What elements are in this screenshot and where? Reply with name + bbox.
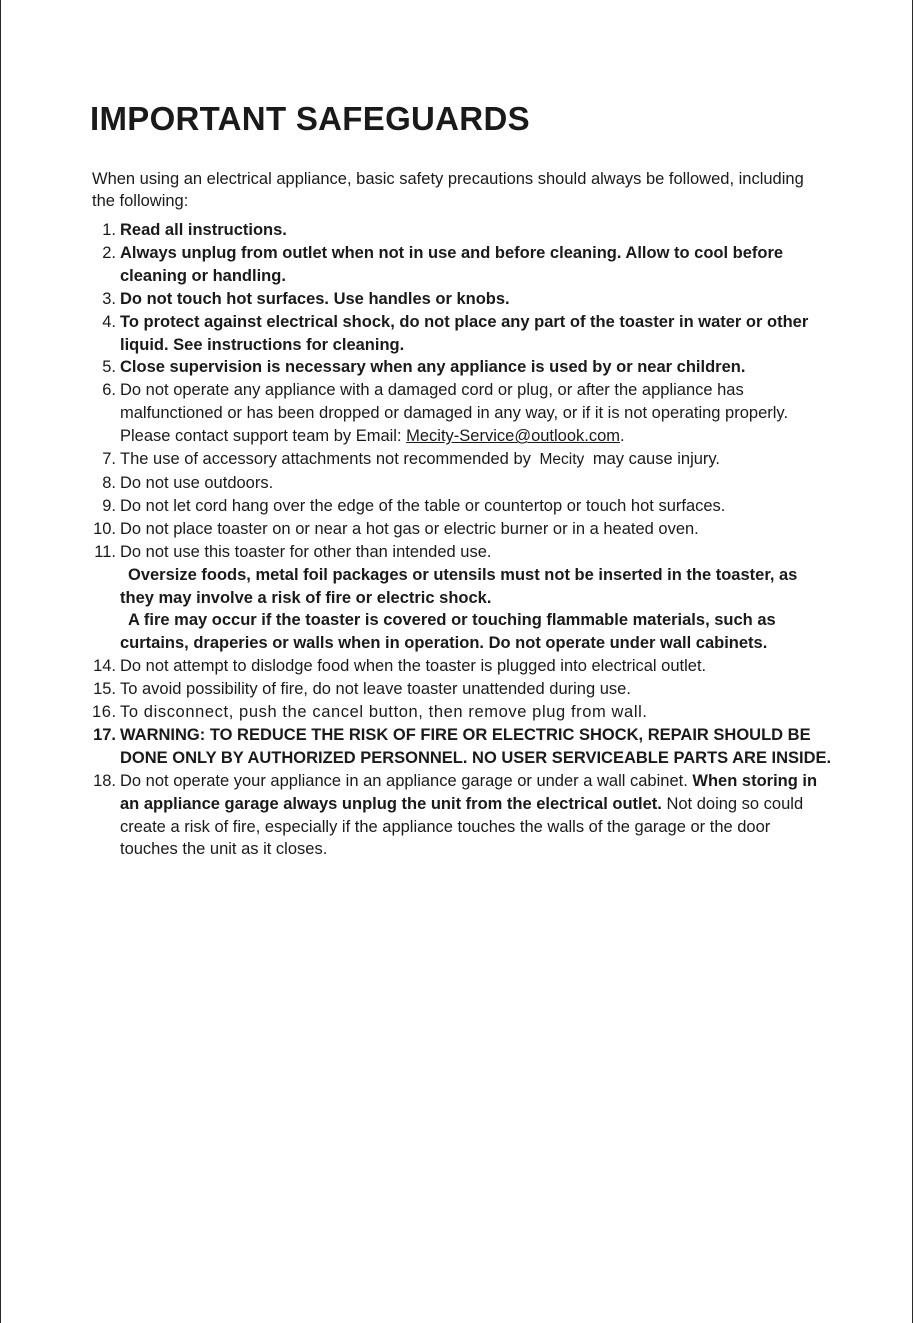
item-number: 11. — [94, 542, 116, 561]
item-number: 16. — [92, 703, 117, 722]
list-item — [92, 356, 832, 379]
item-number: 8. — [102, 473, 116, 492]
list-item — [92, 724, 832, 770]
list-item — [92, 311, 832, 357]
list-item — [92, 379, 832, 448]
item-text-tail: . — [620, 427, 625, 446]
list-item — [92, 541, 832, 564]
item-number: 14. — [93, 657, 116, 676]
item-text: Always unplug from outlet when not in use and before cleaning. Allow to cool before cleaning or handling. — [120, 243, 784, 285]
list-item — [92, 701, 832, 724]
list-item — [92, 678, 832, 701]
item-text: Do not let cord hang over the edge of the table or countertop or touch hot surfaces. — [120, 496, 726, 515]
note-text: A fire may occur if the toaster is covered or touching flammable materials, such as curtains, draperies or walls when in operation. Do not operate under wall cabinets. — [120, 611, 776, 653]
item-text: Close supervision is necessary when any appliance is used by or near children. — [120, 358, 746, 377]
list-item — [92, 472, 832, 495]
warning-text: WARNING: TO REDUCE THE RISK OF FIRE OR ELECTRIC SHOCK, REPAIR SHOULD BE DONE ONLY BY AUTHORIZED PERSONNEL. NO USER SERVICEABLE PARTS ARE INSIDE. — [120, 725, 832, 767]
item-text: The use of accessory attachments not recommended by — [120, 450, 531, 469]
page-edge-left — [0, 0, 1, 1323]
item-text: Do not place toaster on or near a hot gas or electric burner or in a heated oven. — [120, 519, 699, 538]
list-item — [92, 242, 832, 288]
item-text-tail: Not doing so could create a risk of fire, especially if the appliance touches the walls of the garage or the door touches the unit as it closes. — [120, 794, 804, 859]
item-number: 7. — [102, 450, 116, 469]
item-text: Do not touch hot surfaces. Use handles or knobs. — [120, 289, 510, 308]
note-text: Oversize foods, metal foil packages or utensils must not be inserted in the toaster, as they may involve a risk of fire or electric shock. — [120, 565, 798, 607]
list-note — [92, 609, 832, 655]
item-text: Do not attempt to dislodge food when the toaster is plugged into electrical outlet. — [120, 657, 707, 676]
item-text: Do not use outdoors. — [120, 473, 274, 492]
page-title: IMPORTANT SAFEGUARDS — [90, 100, 530, 137]
item-text: To avoid possibility of fire, do not leave toaster unattended during use. — [120, 680, 631, 699]
item-text: Do not operate your appliance in an appliance garage or under a wall cabinet. — [120, 771, 688, 790]
list-item — [92, 219, 832, 242]
item-number: 18. — [93, 771, 116, 790]
list-item — [92, 518, 832, 541]
item-number: 3. — [102, 289, 116, 308]
list-item — [92, 448, 832, 472]
list-item — [92, 655, 832, 678]
item-text-bold: When storing in an appliance garage always unplug the unit from the electrical outlet. — [120, 771, 818, 813]
item-number: 2. — [102, 243, 116, 262]
item-text: To protect against electrical shock, do not place any part of the toaster in water or other liquid. See instructions for cleaning. — [120, 312, 809, 354]
item-number: 17. — [93, 725, 116, 744]
item-number: 15. — [93, 680, 116, 699]
item-number: 5. — [102, 358, 116, 377]
item-text: Do not use this toaster for other than intended use. — [120, 542, 492, 561]
page-edge-right — [912, 0, 913, 1323]
item-text: Do not operate any appliance with a damaged cord or plug, or after the appliance has malfunctioned or has been dropped or damaged in any way, or if it is not operating properly. Please contact support team by Email: — [120, 381, 789, 446]
brand-name: Mecity — [539, 451, 585, 469]
item-text-tail: may cause injury. — [592, 450, 721, 469]
item-number: 9. — [102, 496, 116, 515]
item-number: 6. — [102, 381, 116, 400]
safeguards-list — [92, 219, 832, 861]
support-email-link[interactable]: Mecity-Service@outlook.com — [406, 427, 621, 446]
item-number: 1. — [102, 221, 116, 239]
list-item — [92, 288, 832, 311]
intro-paragraph: When using an electrical appliance, basic safety precautions should always be followed, including the following: — [92, 170, 804, 210]
list-note — [92, 564, 832, 610]
item-number: 10. — [93, 519, 116, 538]
item-text: Read all instructions. — [120, 221, 287, 239]
list-item — [92, 495, 832, 518]
list-item — [92, 770, 832, 862]
item-text: To disconnect, push the cancel button, then remove plug from wall. — [120, 703, 648, 722]
item-number: 4. — [102, 312, 116, 331]
